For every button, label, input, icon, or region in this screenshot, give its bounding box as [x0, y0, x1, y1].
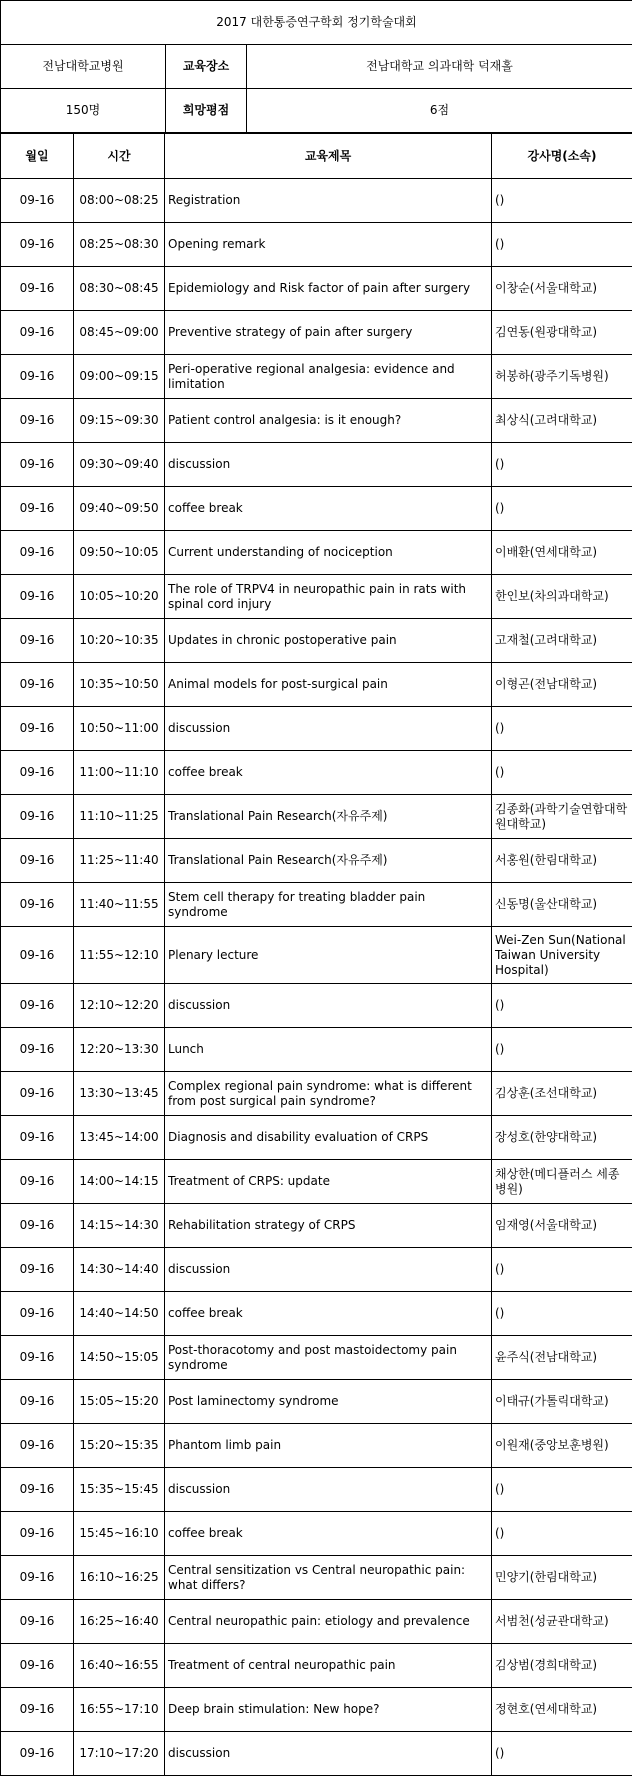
date-cell: 09-16 [1, 223, 74, 267]
lecturer-cell: 이창순(서울대학교) [492, 267, 632, 311]
date-cell: 09-16 [1, 1116, 74, 1160]
lecturer-cell: 서홍원(한림대학교) [492, 839, 632, 883]
lecturer-cell: 이태규(가톨릭대학교) [492, 1380, 632, 1424]
time-cell: 14:40~14:50 [74, 1292, 165, 1336]
time-cell: 16:40~16:55 [74, 1644, 165, 1688]
column-header-date: 월일 [1, 134, 74, 179]
subject-cell: discussion [165, 1732, 492, 1776]
lecturer-cell: 이원재(중앙보훈병원) [492, 1424, 632, 1468]
time-cell: 15:05~15:20 [74, 1380, 165, 1424]
time-cell: 11:25~11:40 [74, 839, 165, 883]
table-row [1, 223, 632, 267]
time-cell: 09:40~09:50 [74, 487, 165, 531]
subject-cell: coffee break [165, 1512, 492, 1556]
table-row [1, 883, 632, 927]
lecturer-cell: 윤주식(전남대학교) [492, 1336, 632, 1380]
subject-cell: Translational Pain Research(자유주제) [165, 839, 492, 883]
table-row [1, 1380, 632, 1424]
column-header-lecturer: 강사명(소속) [492, 134, 632, 179]
table-row [1, 927, 632, 984]
date-cell: 09-16 [1, 707, 74, 751]
subject-cell: Opening remark [165, 223, 492, 267]
table-row [1, 1556, 632, 1600]
schedule-body [1, 179, 632, 1776]
time-cell: 10:35~10:50 [74, 663, 165, 707]
table-row [1, 267, 632, 311]
subject-cell: coffee break [165, 751, 492, 795]
date-cell: 09-16 [1, 1512, 74, 1556]
time-cell: 10:05~10:20 [74, 575, 165, 619]
table-row [1, 839, 632, 883]
subject-cell: Stem cell therapy for treating bladder pain syndrome [165, 883, 492, 927]
lecturer-cell: 신동명(울산대학교) [492, 883, 632, 927]
date-cell: 09-16 [1, 1644, 74, 1688]
subject-cell: Peri-operative regional analgesia: evidence and limitation [165, 355, 492, 399]
date-cell: 09-16 [1, 1336, 74, 1380]
time-cell: 13:45~14:00 [74, 1116, 165, 1160]
table-row [1, 707, 632, 751]
date-cell: 09-16 [1, 1072, 74, 1116]
date-cell: 09-16 [1, 487, 74, 531]
time-cell: 15:35~15:45 [74, 1468, 165, 1512]
time-cell: 09:30~09:40 [74, 443, 165, 487]
lecturer-cell: () [492, 751, 632, 795]
table-row [1, 179, 632, 223]
table-row [1, 1644, 632, 1688]
event-info-table [0, 0, 632, 133]
lecturer-cell: () [492, 1292, 632, 1336]
subject-cell: Epidemiology and Risk factor of pain after surgery [165, 267, 492, 311]
subject-cell: Central neuropathic pain: etiology and prevalence [165, 1600, 492, 1644]
subject-cell: discussion [165, 443, 492, 487]
time-cell: 13:30~13:45 [74, 1072, 165, 1116]
lecturer-cell: 김상훈(조선대학교) [492, 1072, 632, 1116]
lecturer-cell: 이배환(연세대학교) [492, 531, 632, 575]
lecturer-cell: () [492, 179, 632, 223]
subject-cell: Post-thoracotomy and post mastoidectomy pain syndrome [165, 1336, 492, 1380]
time-cell: 08:25~08:30 [74, 223, 165, 267]
time-cell: 10:20~10:35 [74, 619, 165, 663]
table-row [1, 1292, 632, 1336]
time-cell: 14:30~14:40 [74, 1248, 165, 1292]
time-cell: 12:20~13:30 [74, 1028, 165, 1072]
date-cell: 09-16 [1, 311, 74, 355]
date-cell: 09-16 [1, 1380, 74, 1424]
date-cell: 09-16 [1, 619, 74, 663]
table-row [1, 984, 632, 1028]
table-row [1, 1336, 632, 1380]
table-row [1, 311, 632, 355]
date-cell: 09-16 [1, 179, 74, 223]
time-cell: 15:45~16:10 [74, 1512, 165, 1556]
attendance-value: 150명 [1, 89, 166, 133]
table-row [1, 1512, 632, 1556]
lecturer-cell: () [492, 487, 632, 531]
time-cell: 14:00~14:15 [74, 1160, 165, 1204]
lecturer-cell: 정현호(연세대학교) [492, 1688, 632, 1732]
subject-cell: Animal models for post-surgical pain [165, 663, 492, 707]
time-cell: 17:10~17:20 [74, 1732, 165, 1776]
date-cell: 09-16 [1, 984, 74, 1028]
lecturer-cell: 허봉하(광주기독병원) [492, 355, 632, 399]
lecturer-cell: 민양기(한림대학교) [492, 1556, 632, 1600]
time-cell: 11:00~11:10 [74, 751, 165, 795]
venue-label: 교육장소 [166, 45, 247, 89]
time-cell: 08:45~09:00 [74, 311, 165, 355]
date-cell: 09-16 [1, 399, 74, 443]
subject-cell: Central sensitization vs Central neuropathic pain: what differs? [165, 1556, 492, 1600]
table-row [1, 443, 632, 487]
lecturer-cell: 채상한(메디플러스 세종병원) [492, 1160, 632, 1204]
subject-cell: Rehabilitation strategy of CRPS [165, 1204, 492, 1248]
subject-cell: Current understanding of nociception [165, 531, 492, 575]
table-row [1, 1160, 632, 1204]
date-cell: 09-16 [1, 531, 74, 575]
date-cell: 09-16 [1, 1600, 74, 1644]
lecturer-cell: 이형곤(전남대학교) [492, 663, 632, 707]
subject-cell: The role of TRPV4 in neuropathic pain in rats with spinal cord injury [165, 575, 492, 619]
subject-cell: Complex regional pain syndrome: what is different from post surgical pain syndrome? [165, 1072, 492, 1116]
column-header-subject: 교육제목 [165, 134, 492, 179]
lecturer-cell: 김상범(경희대학교) [492, 1644, 632, 1688]
lecturer-cell: () [492, 984, 632, 1028]
subject-cell: Plenary lecture [165, 927, 492, 984]
time-cell: 15:20~15:35 [74, 1424, 165, 1468]
subject-cell: Treatment of central neuropathic pain [165, 1644, 492, 1688]
subject-cell: Preventive strategy of pain after surgery [165, 311, 492, 355]
lecturer-cell: () [492, 1512, 632, 1556]
lecturer-cell: 한인보(차의과대학교) [492, 575, 632, 619]
time-cell: 11:40~11:55 [74, 883, 165, 927]
lecturer-cell: () [492, 223, 632, 267]
table-row [1, 619, 632, 663]
date-cell: 09-16 [1, 663, 74, 707]
time-cell: 16:25~16:40 [74, 1600, 165, 1644]
date-cell: 09-16 [1, 751, 74, 795]
lecturer-cell: 서범천(성균관대학교) [492, 1600, 632, 1644]
date-cell: 09-16 [1, 575, 74, 619]
time-cell: 09:15~09:30 [74, 399, 165, 443]
date-cell: 09-16 [1, 355, 74, 399]
table-row [1, 751, 632, 795]
lecturer-cell: Wei-Zen Sun(National Taiwan University Hospital) [492, 927, 632, 984]
lecturer-cell: 고재철(고려대학교) [492, 619, 632, 663]
subject-cell: Translational Pain Research(자유주제) [165, 795, 492, 839]
date-cell: 09-16 [1, 1424, 74, 1468]
rating-value: 6점 [247, 89, 632, 133]
lecturer-cell: () [492, 443, 632, 487]
subject-cell: Registration [165, 179, 492, 223]
time-cell: 16:10~16:25 [74, 1556, 165, 1600]
subject-cell: discussion [165, 1468, 492, 1512]
table-row [1, 531, 632, 575]
table-row [1, 399, 632, 443]
table-row [1, 795, 632, 839]
column-header-row [1, 134, 632, 179]
lecturer-cell: 임재영(서울대학교) [492, 1204, 632, 1248]
date-cell: 09-16 [1, 1292, 74, 1336]
date-cell: 09-16 [1, 883, 74, 927]
time-cell: 14:15~14:30 [74, 1204, 165, 1248]
time-cell: 09:50~10:05 [74, 531, 165, 575]
date-cell: 09-16 [1, 1732, 74, 1776]
lecturer-cell: () [492, 1028, 632, 1072]
date-cell: 09-16 [1, 443, 74, 487]
table-row [1, 487, 632, 531]
date-cell: 09-16 [1, 1468, 74, 1512]
time-cell: 10:50~11:00 [74, 707, 165, 751]
venue-value: 전남대학교 의과대학 덕재홀 [247, 45, 632, 89]
table-row [1, 1072, 632, 1116]
date-cell: 09-16 [1, 1204, 74, 1248]
date-cell: 09-16 [1, 927, 74, 984]
table-row [1, 1732, 632, 1776]
date-cell: 09-16 [1, 839, 74, 883]
time-cell: 11:10~11:25 [74, 795, 165, 839]
table-row [1, 1116, 632, 1160]
schedule-table [0, 133, 632, 1776]
time-cell: 12:10~12:20 [74, 984, 165, 1028]
time-cell: 14:50~15:05 [74, 1336, 165, 1380]
table-row [1, 663, 632, 707]
column-header-time: 시간 [74, 134, 165, 179]
table-row [1, 1424, 632, 1468]
date-cell: 09-16 [1, 1556, 74, 1600]
lecturer-cell: () [492, 1248, 632, 1292]
table-row [1, 1248, 632, 1292]
table-row [1, 355, 632, 399]
event-title: 2017 대한통증연구학회 정기학술대회 [1, 1, 632, 45]
table-row [1, 575, 632, 619]
table-row [1, 1600, 632, 1644]
lecturer-cell: 김연동(원광대학교) [492, 311, 632, 355]
lecturer-cell: () [492, 707, 632, 751]
subject-cell: coffee break [165, 1292, 492, 1336]
subject-cell: Lunch [165, 1028, 492, 1072]
lecturer-cell: 김종화(과학기술연합대학원대학교) [492, 795, 632, 839]
subject-cell: Phantom limb pain [165, 1424, 492, 1468]
subject-cell: Diagnosis and disability evaluation of CRPS [165, 1116, 492, 1160]
time-cell: 08:30~08:45 [74, 267, 165, 311]
subject-cell: Patient control analgesia: is it enough? [165, 399, 492, 443]
date-cell: 09-16 [1, 1028, 74, 1072]
subject-cell: discussion [165, 984, 492, 1028]
table-row [1, 1688, 632, 1732]
subject-cell: Post laminectomy syndrome [165, 1380, 492, 1424]
date-cell: 09-16 [1, 1248, 74, 1292]
subject-cell: Deep brain stimulation: New hope? [165, 1688, 492, 1732]
time-cell: 16:55~17:10 [74, 1688, 165, 1732]
table-row [1, 1204, 632, 1248]
rating-label: 희망평점 [166, 89, 247, 133]
lecturer-cell: () [492, 1732, 632, 1776]
lecturer-cell: 최상식(고려대학교) [492, 399, 632, 443]
subject-cell: Treatment of CRPS: update [165, 1160, 492, 1204]
lecturer-cell: 장성호(한양대학교) [492, 1116, 632, 1160]
subject-cell: Updates in chronic postoperative pain [165, 619, 492, 663]
subject-cell: coffee break [165, 487, 492, 531]
table-row [1, 1028, 632, 1072]
time-cell: 11:55~12:10 [74, 927, 165, 984]
date-cell: 09-16 [1, 1160, 74, 1204]
time-cell: 09:00~09:15 [74, 355, 165, 399]
table-row [1, 1468, 632, 1512]
subject-cell: discussion [165, 707, 492, 751]
subject-cell: discussion [165, 1248, 492, 1292]
lecturer-cell: () [492, 1468, 632, 1512]
date-cell: 09-16 [1, 1688, 74, 1732]
date-cell: 09-16 [1, 795, 74, 839]
date-cell: 09-16 [1, 267, 74, 311]
host-value: 전남대학교병원 [1, 45, 166, 89]
time-cell: 08:00~08:25 [74, 179, 165, 223]
